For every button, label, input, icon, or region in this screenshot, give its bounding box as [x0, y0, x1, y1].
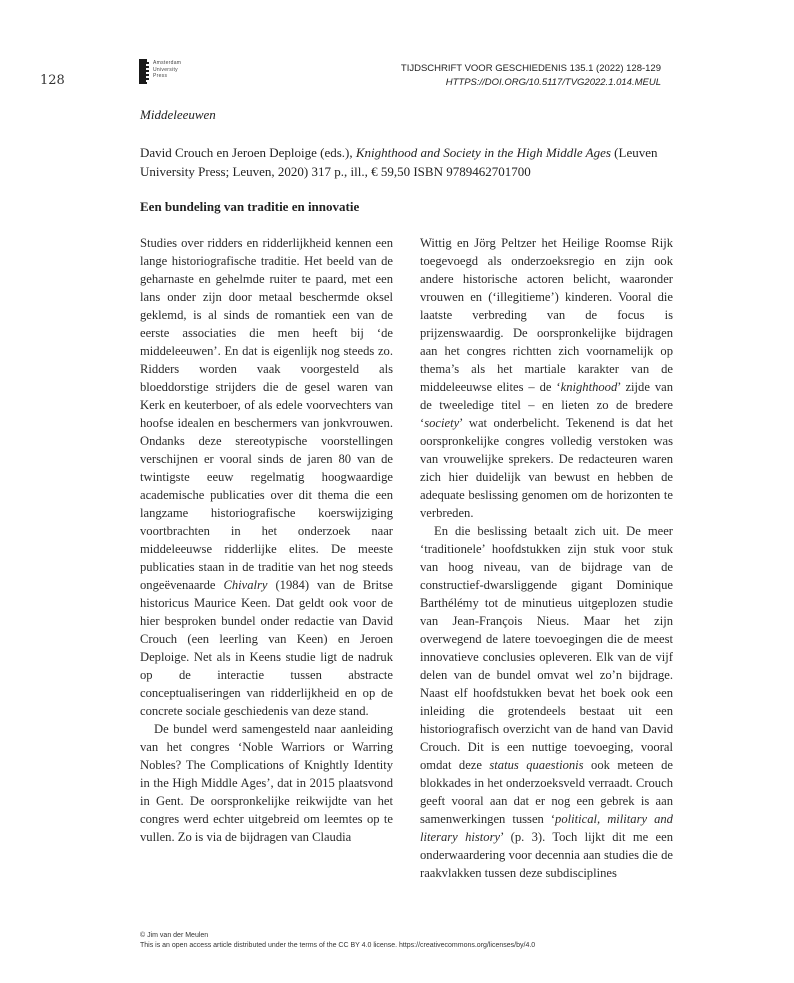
text-run: En die beslissing betaalt zich uit. De meer ‘traditionele’ hoofdstukken zijn stuk voor stuk van hoog niveau, van de bijdrage van de constructief-dwarsliggende gigant Dominique Barthélémy tot de minutieus uitgeplozen studie van Jean-François Nieus. Maar het zijn overwegend de latere toevoegingen die de meest innovatieve conclusies opleveren. Elk van de vijf delen van de bundel omvat wel zo’n bijdrage. Naast elf hoofdstukken bevat het boek ook een inleiding die grotendeels bestaat uit een historiografisch overzicht van de hand van David Crouch. Dit is een nuttige toevoeging, vooral omdat deze	[420, 524, 673, 772]
aup-logo-icon	[139, 59, 147, 84]
publisher-logo	[139, 59, 181, 84]
doi-link[interactable]: HTTPS://DOI.ORG/10.5117/TVG2022.1.014.MEUL	[445, 77, 661, 88]
text-run: ’ zijde van de tweeledige titel – en lieten zo de bredere ‘	[420, 380, 673, 430]
paragraph	[420, 522, 673, 882]
license-notice: This is an open access article distributed under the terms of the CC BY 4.0 license. https://creativecommons.org/licenses/by/4.0	[140, 942, 536, 949]
journal-citation: TIJDSCHRIFT VOOR GESCHIEDENIS 135.1 (2022) 128-129	[400, 63, 661, 74]
text-run: ook meteen de blokkades in het onderzoeksveld verraadt. Crouch geeft vooral aan dat er nog een gebrek is aan samenwerkingen tussen ‘	[420, 758, 673, 826]
bibliographic-reference	[140, 143, 670, 181]
logo-line: University	[153, 66, 178, 73]
text-run: (1984) van de Britse historicus Maurice Keen. Dat geldt ook voor de hier besproken bundel onder redactie van David Crouch (een leerling van Keen) en Jeroen Deploige. Net als in Keens studie ligt de nadruk op de interactie tussen abstracte conceptualiseringen van ridderlijkheid en op de concrete sociale geschiedenis van deze stand.	[140, 578, 393, 718]
paragraph	[420, 234, 673, 522]
copyright-notice: © Jim van der Meulen	[140, 932, 209, 939]
logo-text	[153, 59, 181, 80]
journal-header	[401, 62, 661, 90]
biblio-book-title: Knighthood and Society in the High Middle Ages	[355, 145, 611, 160]
text-run: ’ wat onderbelicht. Tekenend is dat het oorspronkelijke congres volledig verstoken was van vrouwelijke sprekers. De redacteuren waren zich hier duidelijk van bewust en hebben de adequate beslissing genomen om de horizonten te verbreden.	[420, 416, 673, 520]
biblio-details: (Leuven University Press; Leuven, 2020) 317 p., ill., € 59,50 ISBN 9789462701700	[140, 145, 658, 179]
italic-run: knighthood	[560, 380, 618, 394]
italic-run: society	[424, 416, 460, 430]
paragraph: De bundel werd samengesteld naar aanleiding van het congres ‘Noble Warriors or Warring Nobles? The Complications of Knightly Identity in the High Middle Ages’, dat in 2015 plaatsvond in Gent. De oorspronkelijke reikwijdte van het congres werd echter uitgebreid om leemtes op te vullen. Zo is via de bijdragen van Claudia	[140, 722, 393, 844]
italic-run: status quaestionis	[489, 758, 584, 772]
italic-run: political, military and literary history	[420, 812, 673, 844]
biblio-authors: David Crouch en Jeroen Deploige (eds.),	[140, 145, 356, 160]
logo-line: Amsterdam	[153, 60, 182, 66]
text-run: Studies over ridders en ridderlijkheid kennen een lange historiografische traditie. Het beeld van de geharnaste en gehelmde ruiter te paard, met een lans onder zijn door metaal beschermde oksel geklemd, is al sinds de romantiek een van de eerste associaties die men heeft bij ‘de middeleeuwen’. En dat is eigenlijk nog steeds zo. Ridders worden vaak voorgesteld als bloeddorstige strijders die de gesel waren van Kerk en keuterboer, of als edele voorvechters van hoofse idealen en beschermers van jonkvrouwen. Ondanks deze stereotypische voorstellingen verschijnen er vooral sinds de jaren 80 van de twintigste eeuw regelmatig hoogwaardige academische publicaties over dit thema die een langzame historiografische koerswijziging voortbrachten in het onderzoek naar middeleeuwse ridderlijke elites. De meeste publicaties staan in de traditie van het nog steeds ongeëvenaarde	[140, 236, 393, 592]
text-run: ’ (p. 3). Toch lijkt dit me een onderwaardering voor decennia aan studies die de raakvlakken tussen deze subdisciplines	[420, 830, 673, 880]
review-title: Een bundeling van traditie en innovatie	[140, 199, 360, 214]
page-footer	[140, 931, 535, 951]
logo-line: Press	[153, 73, 168, 79]
paragraph	[140, 234, 393, 720]
section-label: Middeleeuwen	[140, 107, 216, 122]
page-number: 128	[40, 73, 65, 88]
text-run: Wittig en Jörg Peltzer het Heilige Roomse Rijk toegevoegd als onderzoeksregio en zijn ook andere historische actoren belicht, waaronder vrouwen en (‘illegitieme’) kinderen. Vooral die laatste verbreding van de focus is prijzenswaardig. De oorspronkelijke bijdragen aan het congres richtten zich voornamelijk op thema’s als het martiale karakter van de middeleeuwse elites – de ‘	[420, 236, 673, 394]
body-column-right	[420, 234, 673, 882]
italic-run: Chivalry	[223, 578, 268, 592]
body-column-left	[140, 234, 393, 846]
